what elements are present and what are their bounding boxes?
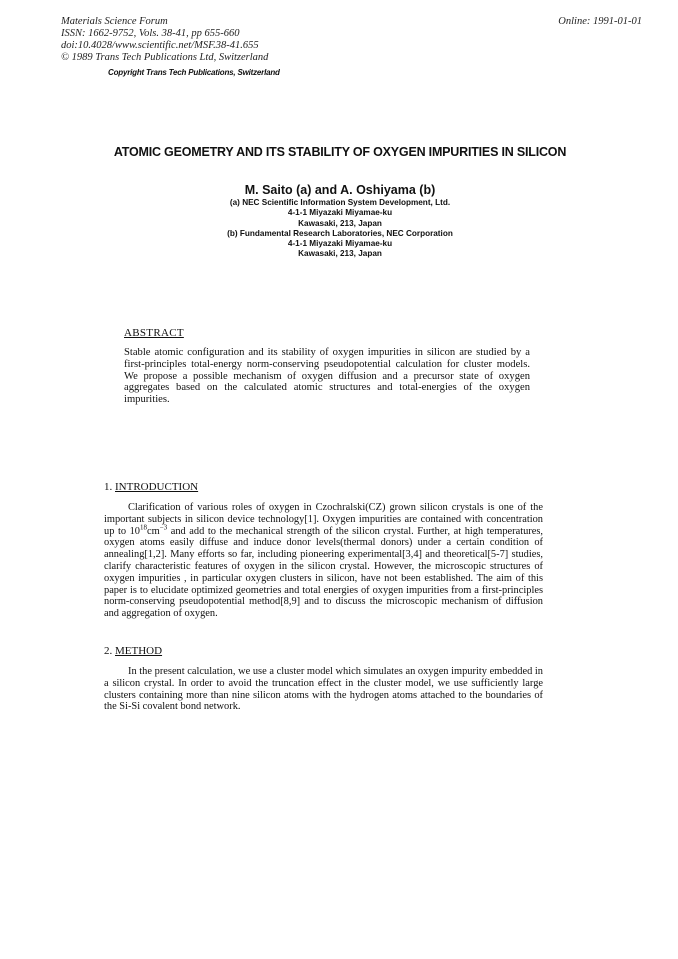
intro-text-part-2: and add to the mechanical strength of the silicon crystal. Further, at high temperatures, oxygen atoms easily diffuse and induce donor levels(thermal donors) under a certain condition of annealing[1,2]. Many efforts so far, including pioneering experimental[3,4] and theoretical[5-7] studies, clarify characteristic features of oxygen in the silicon crystal. However, the microscopic structures of oxygen impurities , in particular oxygen clusters in silicon, have not been established. The aim of this paper is to elucidate optimized geometries and total energies of oxygen impurities from a first-principles norm-conserving pseudopotential method[8,9] and to discuss the microscopic mechanism of diffusion and aggregation of oxygen. — [104, 525, 543, 620]
copyright-line: © 1989 Trans Tech Publications Ltd, Switzerland — [61, 52, 269, 63]
affiliation-line: (b) Fundamental Research Laboratories, NEC Corporation — [227, 228, 453, 238]
affiliations — [90, 198, 590, 260]
unit-cm: cm — [147, 525, 160, 537]
affiliation-line: 4-1-1 Miyazaki Miyamae-ku — [287, 239, 393, 249]
intro-text-part-1: Clarification of various roles of oxygen in Czochralski(CZ) grown silicon crystals is one of the important subjects in silicon device technology[1]. Oxygen impurities are contained with concentration up to 10 — [104, 502, 543, 537]
exponent-18: 18 — [140, 523, 147, 532]
abstract-heading: ABSTRACT — [124, 327, 184, 339]
section-number: 1. — [104, 481, 113, 493]
section-heading-method — [104, 645, 162, 657]
affiliation-line: (a) NEC Scientific Information System Development, Ltd. — [229, 198, 451, 207]
affiliation-line: 4-1-1 Miyazaki Miyamae-ku — [287, 208, 393, 218]
section-title: METHOD — [115, 645, 163, 657]
method-paragraph — [104, 666, 543, 713]
online-date: Online: 1991-01-01 — [558, 16, 642, 27]
paper-authors: M. Saito (a) and A. Oshiyama (b) — [244, 183, 436, 197]
section-heading-introduction — [104, 481, 198, 493]
affiliation-line: Kawasaki, 213, Japan — [298, 249, 382, 259]
issn-line: ISSN: 1662-9752, Vols. 38-41, pp 655-660 — [61, 28, 240, 39]
paper-title: ATOMIC GEOMETRY AND ITS STABILITY OF OXYGEN IMPURITIES IN SILICON — [113, 145, 567, 159]
method-text: In the present calculation, we use a cluster model which simulates an oxygen impurity embedded in a silicon crystal. In order to avoid the truncation effect in the cluster model, we use sufficiently large clusters containing more than nine silicon atoms with the hydrogen atoms attached to the boundaries of the Si-Si covalent bond network. — [104, 666, 543, 713]
section-title: INTRODUCTION — [115, 481, 199, 493]
affiliation-line: Kawasaki, 213, Japan — [298, 218, 382, 228]
doi-line: doi:10.4028/www.scientific.net/MSF.38-41.655 — [61, 40, 259, 51]
publication-meta — [61, 16, 268, 64]
section-number: 2. — [104, 645, 113, 657]
abstract-text: Stable atomic configuration and its stability of oxygen impurities in silicon are studied by a first-principles total-energy norm-conserving pseudopotential calculation for cluster models. We propose a possible mechanism of oxygen diffusion and a precursor state of oxygen aggregates based on the calculated atomic structures and total-energies of the oxygen impurities. — [124, 347, 530, 406]
exponent-minus-3: −3 — [159, 523, 168, 532]
copyright-stamp: Copyright Trans Tech Publications, Switzerland — [108, 68, 280, 77]
introduction-paragraph — [104, 502, 543, 620]
journal-name: Materials Science Forum — [61, 16, 168, 27]
